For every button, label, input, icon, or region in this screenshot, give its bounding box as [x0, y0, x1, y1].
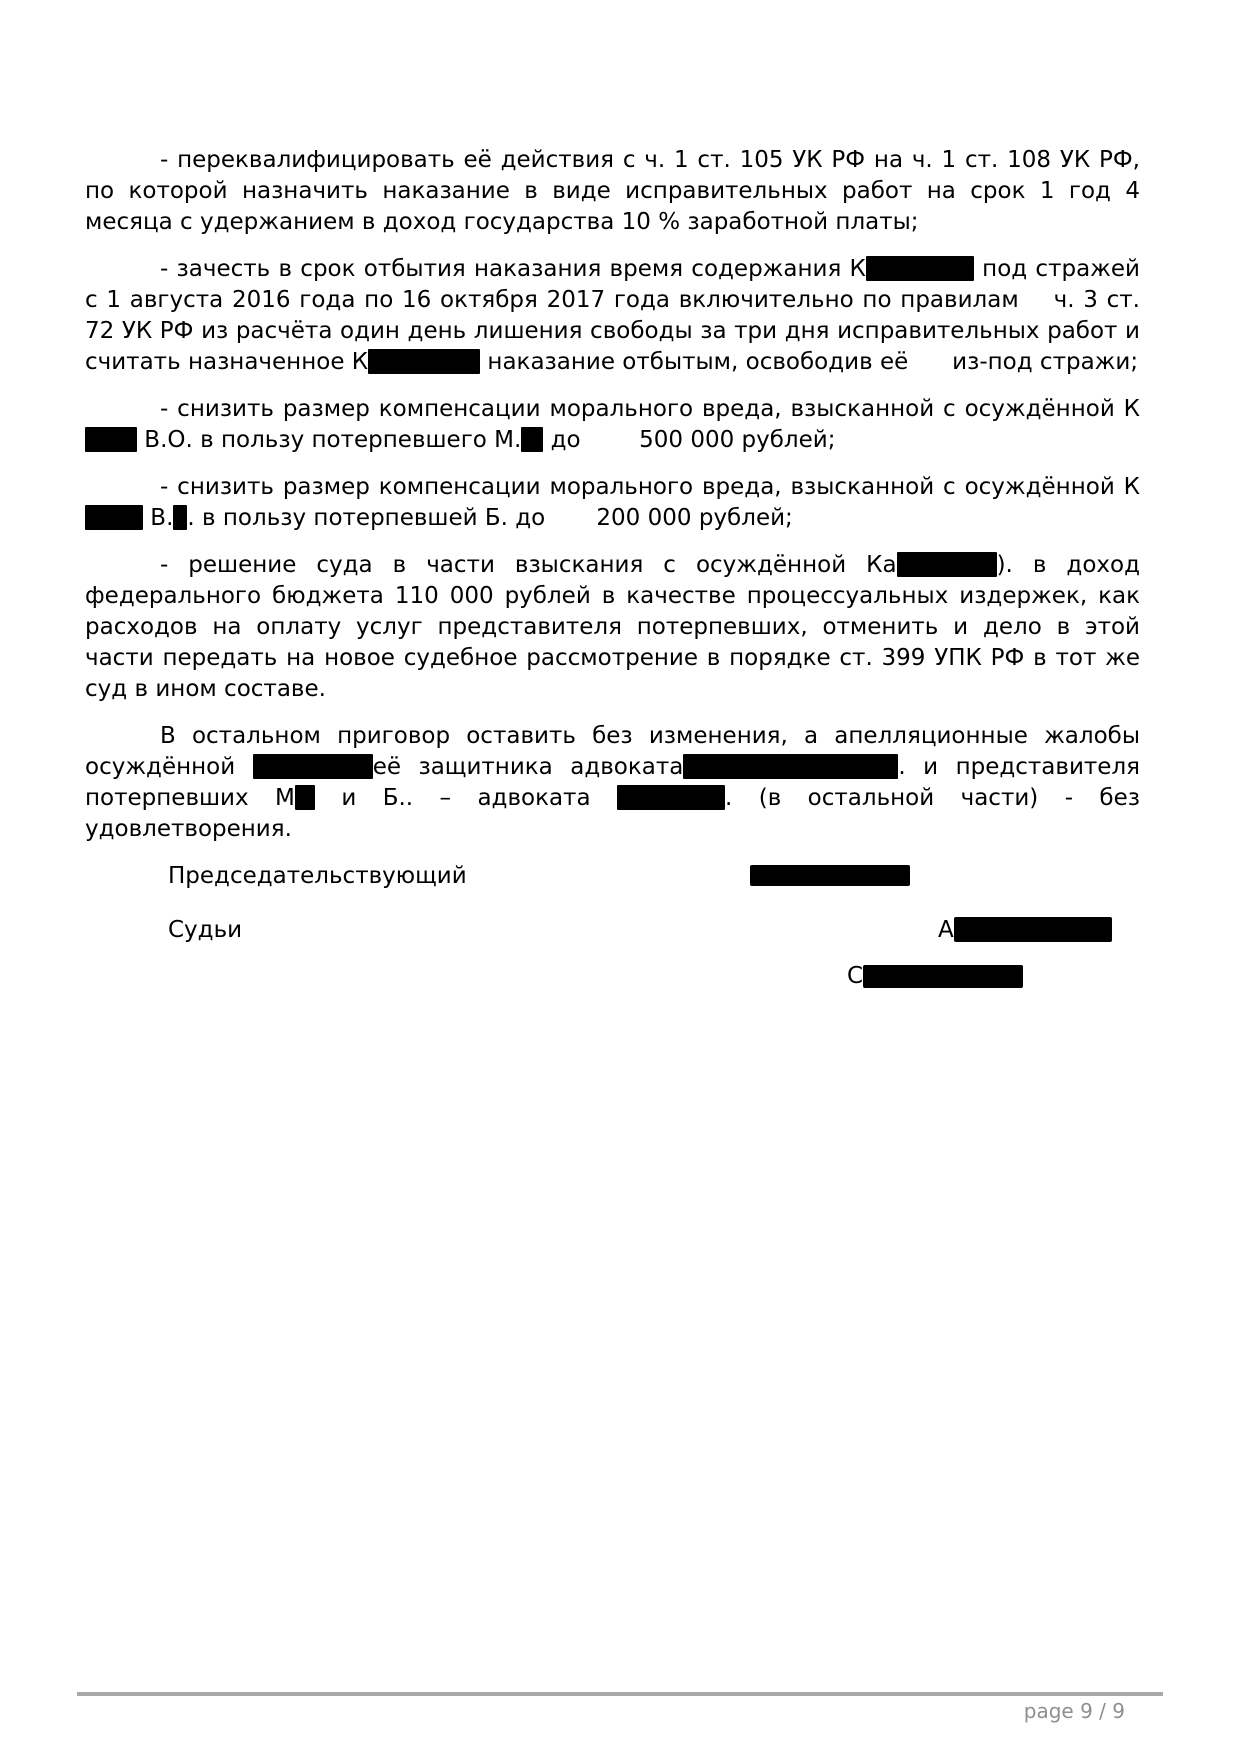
judge1-signature-prefix: А — [938, 917, 954, 943]
judge1-signature — [938, 915, 1112, 946]
redaction-box — [897, 552, 997, 577]
redaction-box — [253, 754, 373, 779]
judge2-signature-prefix: С — [847, 963, 864, 989]
judge1-signature-redaction — [954, 917, 1112, 942]
paragraph-reduce-compensation-m: - снизить размер компенсации морального вреда, взысканной с осуждённой К В.О. в пользу потерпевшего М. до 500 000 рублей; — [85, 394, 1140, 456]
signature-block — [85, 861, 1140, 992]
redaction-box — [85, 427, 137, 452]
judge2-signature — [847, 961, 1023, 992]
paragraph-reduce-compensation-b: - снизить размер компенсации морального вреда, взысканной с осуждённой К В. . в пользу потерпевшей Б. до 200 000 рублей; — [85, 472, 1140, 534]
chair-signature-redaction — [750, 865, 910, 886]
signature-row-judges — [85, 915, 1140, 946]
judge2-signature-redaction — [863, 965, 1023, 988]
redaction-box — [866, 256, 974, 281]
redaction-box — [295, 785, 315, 810]
paragraph-court-costs: - решение суда в части взыскания с осуждённой Ка ). в доход федерального бюджета 110 000 рублей в качестве процессуальных издержек, как расходов на оплату услуг представителя потерпевших, отменить и дело в этой части передать на новое судебное рассмотрение в порядке ст. 399 УПК РФ в тот же суд в ином составе. — [85, 552, 1140, 702]
signature-row-chair — [85, 861, 1140, 892]
paragraph-rest-unchanged: В остальном приговор оставить без изменения, а апелляционные жалобы осуждённой её защитника адвоката . и представителя потерпевших М и Б.. – адвоката . (в остальной части) - без удовлетворения. — [85, 723, 1140, 842]
judges-label: Судьи — [168, 917, 243, 943]
paragraph-requalify: - переквалифицировать её действия с ч. 1 ст. 105 УК РФ на ч. 1 ст. 108 УК РФ, по которой назначить наказание в виде исправительных работ на срок 1 год 4 месяца с удержанием в доход государства 10 % заработной платы; — [85, 147, 1140, 235]
paragraph-credit-detention: - зачесть в срок отбытия наказания время содержания К под стражей с 1 августа 2016 года по 16 октября 2017 года включительно по правилам ч. 3 ст. 72 УК РФ из расчёта один день лишения свободы за три дня исправительных работ и считать назначенное К наказание отбытым, освободив её из-под стражи; — [85, 256, 1140, 375]
redaction-box — [521, 427, 543, 452]
redaction-box — [683, 754, 898, 779]
chair-label: Председательствующий — [168, 863, 467, 889]
document-body — [85, 145, 1140, 992]
redaction-box — [368, 349, 480, 374]
page-number: page 9 / 9 — [1023, 1699, 1125, 1723]
signature-row-judge2 — [85, 961, 1140, 992]
redaction-box — [85, 505, 143, 530]
page-footer — [77, 1692, 1163, 1723]
redaction-box — [617, 785, 725, 810]
redaction-box — [173, 505, 187, 530]
